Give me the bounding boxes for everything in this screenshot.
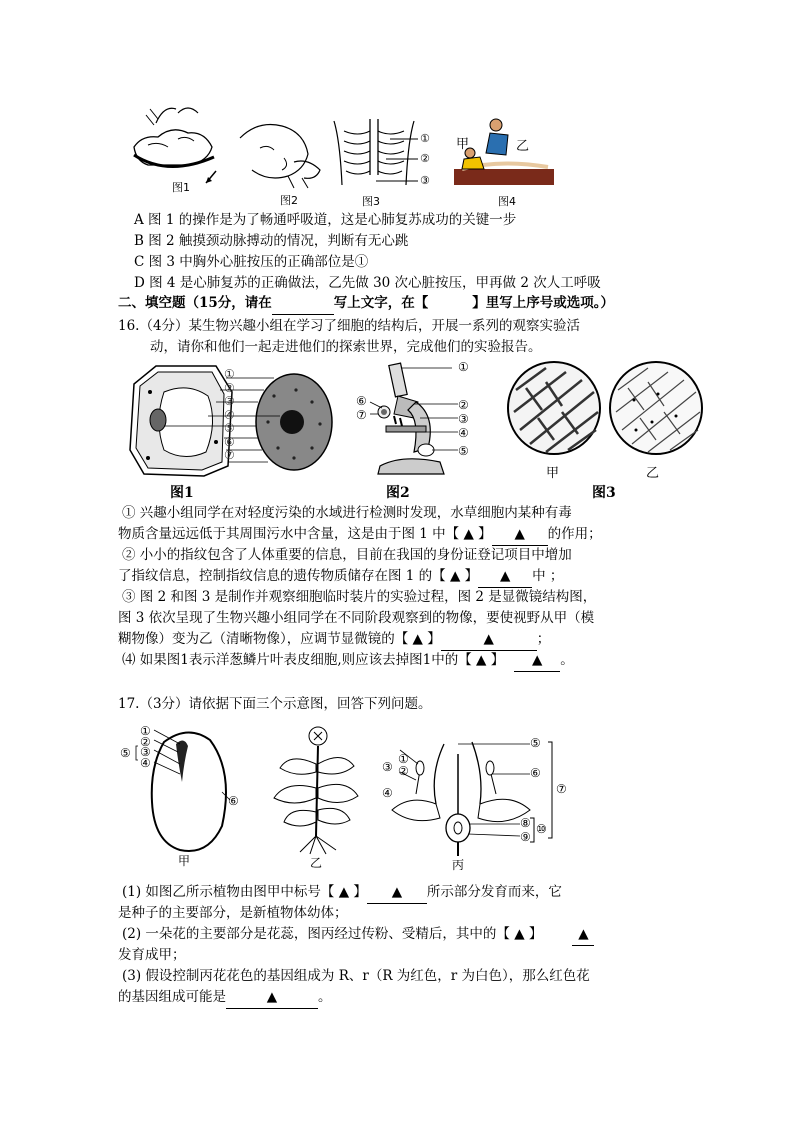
cell-mark-3: ③ (224, 394, 235, 408)
q17-p1c: 是种子的主要部分，是新植物体幼体； (118, 905, 348, 921)
q16-intro-2: 动，请你和他们一起走进他们的探索世界，完成他们的实验报告。 (150, 339, 542, 355)
flower-mark-2: ② (398, 763, 409, 778)
q16-s3a: ③ 图 2 和图 3 是制作并观察细胞临时装片的实验过程，图 2 是显微镜结构图， (122, 589, 597, 605)
q17-p1-line1 (122, 882, 562, 904)
flower-mark-4: ④ (382, 786, 393, 800)
section-2-part2: 写上文字，在【 (333, 295, 429, 311)
figure-4 (450, 113, 560, 210)
section-2-part1: 二、填空题（15分，请在 (118, 295, 272, 311)
q16-s2-line2 (118, 566, 563, 588)
q16-s4a: ⑷ 如果图1表示洋葱鳞片叶表皮细胞,则应该去掉图1中的【 ▲ 】 (122, 652, 505, 668)
q16-figure-1 (128, 362, 338, 480)
flower-mark-8: ⑧ (520, 816, 531, 830)
option-b: B 图 2 触摸颈动脉搏动的情况，判断有无心跳 (134, 233, 409, 249)
plant-label: 乙 (310, 856, 323, 870)
seed-mark-5: ⑤ (120, 746, 131, 760)
cell-mark-5: ⑤ (224, 421, 235, 435)
q16-s2b: 了指纹信息，控制指纹信息的遗传物质储存在图 1 的【 ▲ 】 (118, 568, 479, 584)
q16-s4-line: ⑷ 如果图1表示洋葱鳞片叶表皮细胞,则应该去掉图1中的【 ▲ 】 ▲ 。 (122, 650, 574, 672)
flower-mark-6: ⑥ (530, 766, 541, 780)
option-d: D 图 4 是心肺复苏的正确做法，乙先做 30 次心脏按压，甲再做 2 次人工呼吸 (134, 275, 601, 291)
q17-figure-seed (118, 722, 248, 872)
plant-drawing (270, 726, 360, 854)
q17-intro: 17.（3分）请依据下面三个示意图，回答下列问题。 (118, 696, 432, 712)
micro-mark-3: ③ (458, 412, 469, 426)
option-c: C 图 3 中胸外心脏按压的正确部位是① (134, 254, 369, 270)
figure-4-yi: 乙 (516, 139, 530, 154)
section-2-part3: 】里写上序号或选项。） (472, 295, 615, 311)
q16-s4-blank: ▲ (514, 650, 560, 672)
figure-4-label: 图4 (498, 195, 516, 208)
cell-mark-6: ⑥ (224, 434, 235, 449)
q16-intro-1: 16.（4分）某生物兴趣小组在学习了细胞的结构后，开展一系列的观察实验活 (118, 318, 581, 334)
flower-mark-9: ⑨ (520, 830, 531, 844)
view-label-jia: 甲 (546, 466, 560, 481)
q16-s2a: ② 小小的指纹包含了人体重要的信息，目前在我国的身份证登记项目中增加 (122, 547, 572, 563)
q17-figure-flower (380, 734, 580, 874)
figure-2-drawing (238, 118, 324, 188)
figure-3-mark-2: ② (420, 152, 430, 165)
flower-mark-1: ① (398, 752, 409, 766)
q16-fig3-label: 图3 (592, 485, 616, 501)
flower-drawing (380, 734, 580, 856)
figure-1-label: 图1 (172, 181, 190, 194)
q16-s3c: 糊物像）变为乙（清晰物像），应调节显微镜的【 ▲ 】 (118, 631, 441, 647)
q16-s2-blank: ▲ (478, 566, 532, 588)
q17-p1-blank: ▲ (367, 882, 427, 904)
micro-mark-1: ① (458, 360, 469, 374)
q17-p1b: 所示部分发育而来，它 (426, 884, 562, 900)
q16-s1-blank: ▲ (492, 524, 548, 546)
figure-3-mark-1: ① (420, 132, 430, 145)
flower-mark-3: ③ (382, 760, 393, 774)
cell-mark-4: ④ (224, 407, 235, 422)
flower-marks-left (398, 754, 409, 777)
flower-mark-5: ⑤ (530, 736, 541, 750)
q17-p3b: 的基因组成可能是 (118, 989, 226, 1005)
figure-3-label: 图3 (362, 195, 380, 208)
cell-marks (224, 368, 240, 463)
cell-mark-7: ⑦ (224, 448, 235, 462)
q17-p3-blank: ▲ (226, 987, 318, 1009)
micro-mark-2: ② (458, 398, 469, 412)
seed-mark-4: ④ (140, 755, 151, 770)
q16-s1b: 物质含量远远低于其周围污水中含量，这是由于图 1 中【 ▲ 】 (118, 526, 492, 542)
figure-1 (128, 95, 220, 195)
q17-p1a: (1) 如图乙所示植物由图甲中标号【 ▲ 】 (122, 884, 367, 900)
seed-label: 甲 (178, 854, 191, 868)
q16-figure-2 (344, 358, 484, 480)
section-2-heading (118, 293, 614, 315)
cell-mark-2: ② (224, 380, 235, 395)
seed-drawing (118, 722, 248, 857)
q16-s1a: ① 兴趣小组同学在对轻度污染的水域进行检测时发现，水草细胞内某种有毒 (122, 505, 572, 521)
q16-s1-line2 (118, 524, 602, 546)
q17-p2-line (122, 924, 594, 946)
flower-mark-7: ⑦ (556, 782, 567, 796)
q17-p2a: (2) 一朵花的主要部分是花蕊，图丙经过传粉、受精后，其中的【 ▲ 】 (122, 926, 543, 942)
figure-4-jia: 甲 (456, 137, 470, 152)
seed-mark-1: ① (140, 724, 151, 738)
view-label-yi: 乙 (646, 466, 660, 481)
flower-mark-10: ⑩ (536, 822, 547, 836)
q16-fig1-label: 图1 (170, 485, 194, 501)
figure-3 (330, 115, 440, 210)
micro-mark-7: ⑦ (356, 408, 367, 422)
figure-3-mark-3: ③ (420, 174, 430, 187)
q17-p3-line2 (118, 987, 332, 1009)
seed-mark-3: ③ (140, 745, 151, 759)
figure-4-drawing (450, 113, 560, 191)
microscope-views-drawing (506, 360, 706, 460)
q17-p3c: 。 (318, 989, 332, 1005)
option-a: A 图 1 的操作是为了畅通呼吸道，这是心肺复苏成功的关键一步 (134, 212, 517, 228)
seed-mark-2: ② (140, 734, 151, 749)
micro-mark-4: ④ (458, 426, 469, 440)
cell-mark-1: ① (224, 367, 235, 381)
flower-label: 丙 (452, 858, 465, 872)
micro-mark-5: ⑤ (458, 444, 469, 458)
q17-figure-plant (270, 726, 360, 872)
seed-marks-stack (140, 726, 151, 768)
q16-s3b: 图 3 依次呈现了生物兴趣小组同学在不同阶段观察到的物像，要使视野从甲（模 (118, 610, 595, 626)
micro-mark-6: ⑥ (356, 394, 367, 408)
q16-s3-line3 (118, 629, 550, 651)
seed-mark-6: ⑥ (228, 794, 239, 808)
q17-p3a: (3) 假设控制丙花花色的基因组成为 R、r（R 为红色，r 为白色），那么红色花 (122, 968, 590, 984)
q16-s1c: 的作用； (547, 526, 602, 542)
q17-p2c: 发育成甲； (118, 947, 186, 963)
q16-s2c: 中 ； (532, 568, 564, 584)
q16-s3-blank: ▲ (441, 629, 537, 651)
figure-2 (238, 118, 324, 210)
q17-p2-blank: ▲ (572, 924, 594, 946)
q16-figure-3 (506, 360, 706, 480)
q16-s3d: ； (536, 631, 551, 647)
figure-2-label: 图2 (280, 194, 298, 207)
q16-fig2-label: 图2 (386, 485, 410, 501)
